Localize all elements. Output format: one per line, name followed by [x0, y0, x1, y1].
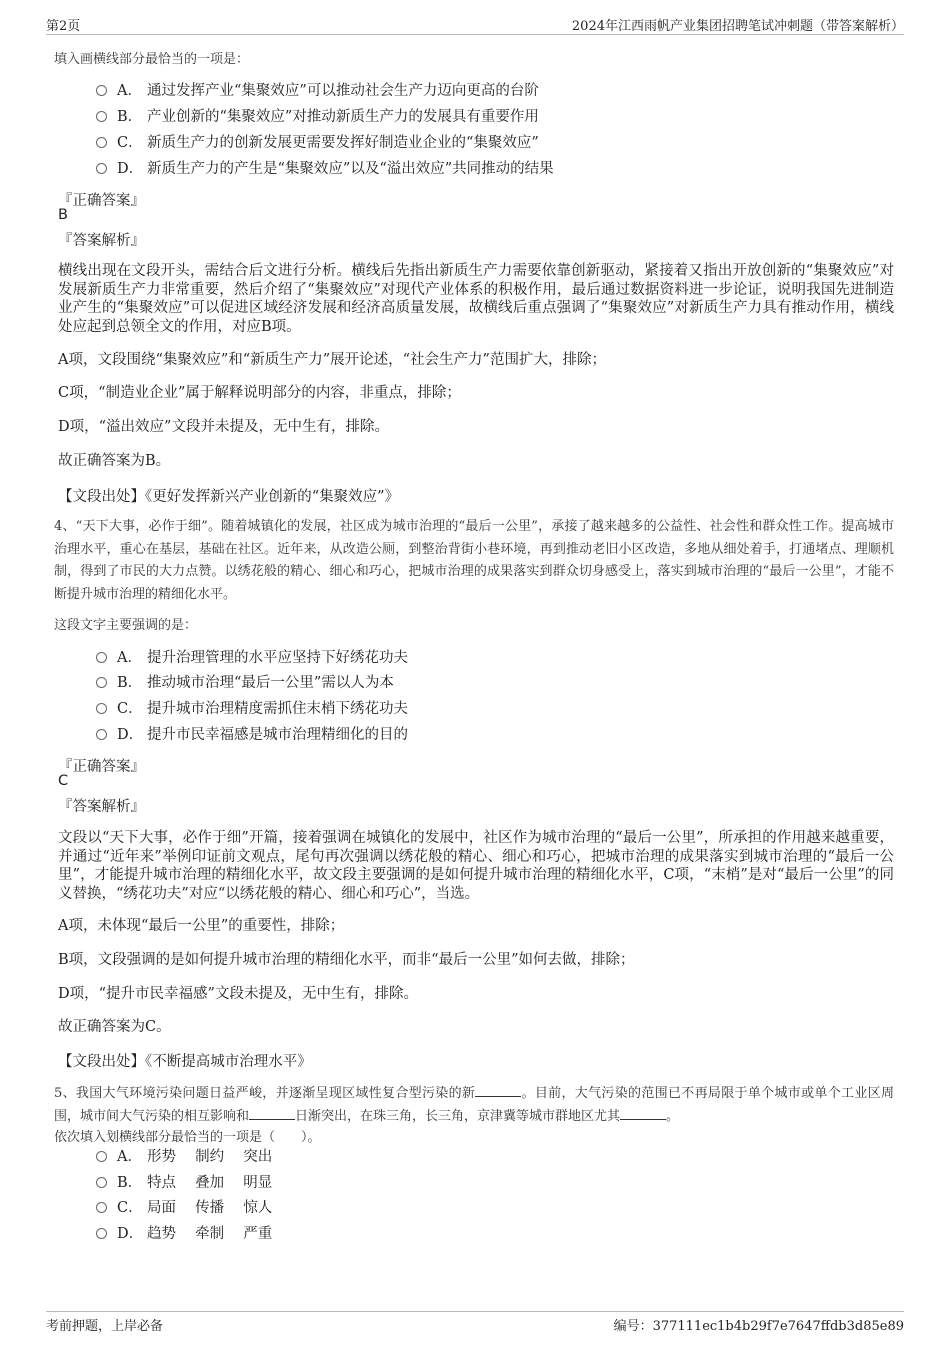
q4-option-a[interactable]: A． 提升治理管理的水平应坚持下好绣花功夫 — [96, 647, 408, 669]
radio-icon[interactable] — [96, 1177, 107, 1188]
q4-option-c[interactable]: C． 提升城市治理精度需抓住末梢下绣花功夫 — [96, 698, 408, 720]
document-title: 2024年江西雨帆产业集团招聘笔试冲刺题（带答案解析） — [571, 19, 904, 34]
radio-icon[interactable] — [96, 703, 107, 714]
q3-answer: B — [58, 207, 68, 223]
q5-stem: 5、我国大气环境污染问题日益严峻，并逐渐呈现区域性复合型污染的新 。目前，大气污染的范围已不再局限于单个城市或单个工业区周围，城市间大气污染的相互影响和 日渐突出，在珠三角，长三角，京津冀等城市群地区尤其 。 — [54, 1086, 894, 1124]
q5-option-c[interactable]: C． 局面 传播 惊人 — [96, 1197, 272, 1219]
q5-option-a[interactable]: A． 形势 制约 突出 — [96, 1146, 272, 1168]
radio-icon[interactable] — [96, 111, 107, 122]
radio-icon[interactable] — [96, 1228, 107, 1239]
q5-option-b[interactable]: B． 特点 叠加 明显 — [96, 1172, 272, 1194]
fill-blank-2[interactable] — [249, 1107, 295, 1120]
q3-reason-d: D项，“溢出效应”文段并未提及，无中生有，排除。 — [58, 419, 389, 435]
q3-intro: 填入画横线部分最恰当的一项是： — [54, 52, 250, 67]
q5-intro: 依次填入划横线部分最恰当的一项是（ ）。 — [54, 1130, 321, 1145]
q3-analysis: 横线出现在文段开头，需结合后文进行分析。横线后先指出新质生产力需要依靠创新驱动，紧接着又指出开放创新的“集聚效应”对发展新质生产力非常重要，然后介绍了“集聚效应”对现代产业体系的积极作用，最后通过数据资料进一步论证，说明我国先进制造业产生的“集聚效应”可以促进区域经济发展和经济高质量发展，故横线后重点强调了“集聚效应”对新质生产力具有推动作用，横线处应起到总领全文的作用，对应B项。 — [58, 263, 894, 335]
q3-analysis-label: 『答案解析』 — [58, 233, 145, 249]
q3-reason-a: A项，文段围绕“集聚效应”和“新质生产力”展开论述，“社会生产力”范围扩大，排除； — [58, 352, 606, 368]
q4-conclusion: 故正确答案为C。 — [58, 1019, 171, 1035]
document-id: 编号：377111ec1b4b29f7e7647ffdb3d85e89 — [613, 1319, 904, 1334]
radio-icon[interactable] — [96, 1202, 107, 1213]
radio-icon[interactable] — [96, 729, 107, 740]
radio-icon[interactable] — [96, 163, 107, 174]
radio-icon[interactable] — [96, 137, 107, 148]
radio-icon[interactable] — [96, 652, 107, 663]
radio-icon[interactable] — [96, 677, 107, 688]
q3-reason-c: C项，“制造业企业”属于解释说明部分的内容，非重点，排除； — [58, 385, 461, 401]
q5-option-d[interactable]: D． 趋势 牵制 严重 — [96, 1223, 272, 1245]
q3-conclusion: 故正确答案为B。 — [58, 453, 171, 469]
q4-intro: 这段文字主要强调的是： — [54, 618, 198, 633]
radio-icon[interactable] — [96, 85, 107, 96]
q4-analysis-label: 『答案解析』 — [58, 799, 145, 815]
q4-reason-b: B项，文段强调的是如何提升城市治理的精细化水平，而非“最后一公里”如何去做，排除； — [58, 952, 635, 968]
page-footer — [46, 1311, 904, 1334]
q3-option-b[interactable]: B． 产业创新的“集聚效应”对推动新质生产力的发展具有重要作用 — [96, 106, 539, 128]
q4-source: 【文段出处】《不断提高城市治理水平》 — [58, 1054, 312, 1070]
radio-icon[interactable] — [96, 1151, 107, 1162]
q3-option-c[interactable]: C． 新质生产力的创新发展更需要发挥好制造业企业的“集聚效应” — [96, 132, 539, 154]
page-number: 第2页 — [46, 19, 81, 34]
fill-blank-1[interactable] — [475, 1084, 521, 1097]
q4-reason-d: D项，“提升市民幸福感”文段未提及，无中生有，排除。 — [58, 986, 418, 1002]
q3-source: 【文段出处】《更好发挥新兴产业创新的“集聚效应”》 — [58, 489, 400, 505]
q3-option-d[interactable]: D． 新质生产力的产生是“集聚效应”以及“溢出效应”共同推动的结果 — [96, 158, 554, 180]
q4-option-d[interactable]: D． 提升市民幸福感是城市治理精细化的目的 — [96, 724, 408, 746]
q3-answer-label: 『正确答案』 — [58, 193, 145, 209]
q4-stem: 4、“天下大事，必作于细”。随着城镇化的发展，社区成为城市治理的“最后一公里”，承接了越来越多的公益性、社会性和群众性工作。提高城市治理水平，重心在基层，基础在社区。近年来，从改造公厕，到整治背街小巷环境，再到推动老旧小区改造，多地从细处着手，打通堵点、理顺机制，得到了市民的大力点赞。以绣花般的精心、细心和巧心，把城市治理的成果落实到群众切身感受上，落实到城市治理的“最后一公里”，才能不断提升城市治理的精细化水平。 — [54, 519, 894, 602]
q4-answer: C — [58, 773, 69, 789]
q4-option-b[interactable]: B． 推动城市治理“最后一公里”需以人为本 — [96, 672, 394, 694]
q3-option-a[interactable]: A． 通过发挥产业“集聚效应”可以推动社会生产力迈向更高的台阶 — [96, 80, 539, 102]
fill-blank-3[interactable] — [620, 1107, 666, 1120]
q4-analysis: 文段以“天下大事，必作于细”开篇，接着强调在城镇化的发展中，社区作为城市治理的“最后一公里”，所承担的作用越来越重要，并通过“近年来”举例印证前文观点，尾句再次强调以绣花般的精心、细心和巧心，把城市治理的成果落实到城市治理的“最后一公里”，才能提升城市治理的精细化水平，故文段主要强调的是如何提升城市治理的精细化水平，C项，“末梢”是对“最后一公里”的同义替换，“绣花功夫”对应“以绣花般的精心、细心和巧心”，当选。 — [58, 830, 894, 902]
footer-slogan: 考前押题，上岸必备 — [46, 1319, 164, 1334]
q4-reason-a: A项，未体现“最后一公里”的重要性，排除； — [58, 918, 345, 934]
q4-answer-label: 『正确答案』 — [58, 759, 145, 775]
page-header — [46, 14, 904, 35]
